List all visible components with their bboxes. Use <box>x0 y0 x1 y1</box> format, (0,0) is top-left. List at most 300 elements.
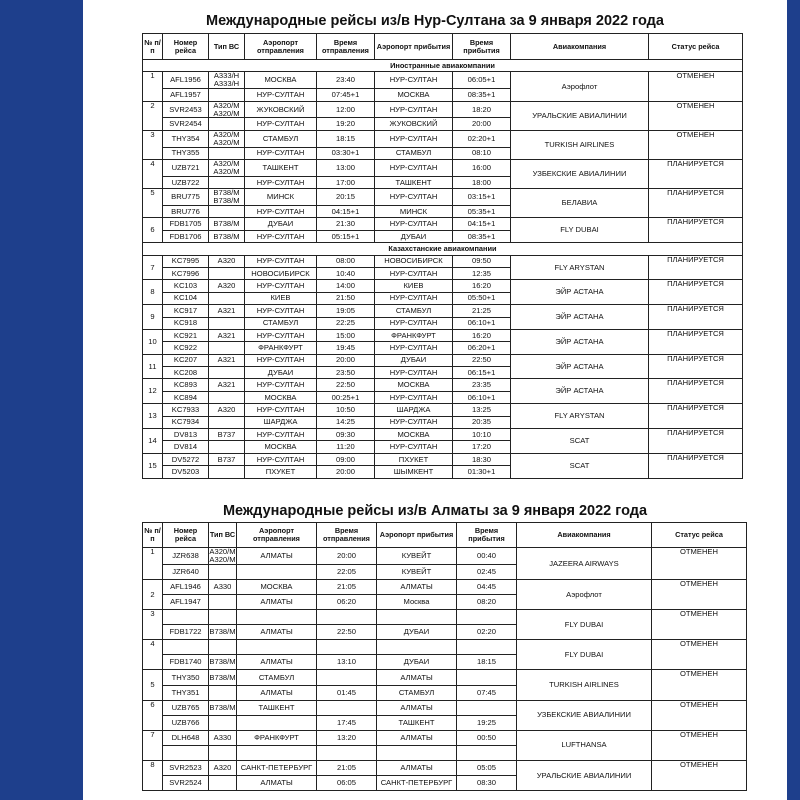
aircraft-type-cell <box>209 292 245 304</box>
flight-number-cell: KC918 <box>163 317 209 329</box>
row-number: 6 <box>143 700 163 730</box>
aircraft-type-cell: A320 <box>209 280 245 292</box>
arrival-time-cell <box>457 700 517 715</box>
airline-cell: SCAT <box>511 429 649 454</box>
status-cell: ПЛАНИРУЕТСЯ <box>649 218 743 243</box>
arrival-time-cell: 06:15+1 <box>453 367 511 379</box>
aircraft-type-cell: A333/H A333/H <box>209 72 245 89</box>
nur-sultan-flights-table <box>142 33 743 479</box>
status-cell: ОТМЕНЕН <box>652 579 747 609</box>
departure-time-cell: 13:00 <box>317 160 375 177</box>
arrival-airport-cell: НУР-СУЛТАН <box>375 367 453 379</box>
aircraft-type-cell: A320/M A320/M <box>209 547 236 564</box>
table-row <box>143 255 743 267</box>
flight-number-cell: KC7996 <box>163 267 209 279</box>
arrival-time-cell: 06:10+1 <box>453 391 511 403</box>
airline-cell: УРАЛЬСКИЕ АВИАЛИНИИ <box>517 761 652 791</box>
table-row <box>143 130 743 147</box>
arrival-airport-cell: МОСКВА <box>375 429 453 441</box>
departure-time-cell <box>317 745 377 760</box>
arrival-airport-cell: ДУБАИ <box>377 625 457 640</box>
col-header-status: Статус рейса <box>652 523 747 548</box>
flight-number-cell: FDB1705 <box>163 218 209 230</box>
arrival-time-cell: 02:45 <box>457 564 517 579</box>
departure-time-cell: 07:45+1 <box>317 89 375 101</box>
aircraft-type-cell <box>209 267 245 279</box>
departure-airport-cell <box>237 564 317 579</box>
status-cell: ПЛАНИРУЕТСЯ <box>649 255 743 280</box>
departure-time-cell: 21:50 <box>317 292 375 304</box>
airline-cell: ЭЙР АСТАНА <box>511 354 649 379</box>
arrival-time-cell <box>457 610 517 625</box>
departure-airport-cell <box>237 715 317 730</box>
departure-airport-cell: ДУБАИ <box>245 367 317 379</box>
almaty-flights-table <box>142 522 747 791</box>
arrival-time-cell: 00:50 <box>457 730 517 745</box>
aircraft-type-cell: B737 <box>209 453 245 465</box>
arrival-time-cell: 05:35+1 <box>453 206 511 218</box>
departure-airport-cell: НУР-СУЛТАН <box>245 255 317 267</box>
arrival-time-cell: 20:00 <box>453 118 511 130</box>
arrival-airport-cell: НОВОСИБИРСК <box>375 255 453 267</box>
flight-number-cell <box>163 610 209 625</box>
arrival-airport-cell: ДУБАИ <box>375 354 453 366</box>
status-cell: ПЛАНИРУЕТСЯ <box>649 160 743 189</box>
aircraft-type-cell: B738/M <box>209 700 237 715</box>
departure-time-cell <box>317 700 377 715</box>
arrival-airport-cell: МОСКВА <box>375 89 453 101</box>
departure-time-cell: 06:20 <box>317 595 377 610</box>
departure-airport-cell: НУР-СУЛТАН <box>245 176 317 188</box>
col-header-arrival-time: Время прибытия <box>457 523 517 548</box>
col-header-flight: Номер рейса <box>163 34 209 60</box>
flight-number-cell: BRU776 <box>163 206 209 218</box>
departure-airport-cell: АЛМАТЫ <box>237 548 317 565</box>
aircraft-type-cell: A330 <box>209 730 237 745</box>
arrival-airport-cell: НУР-СУЛТАН <box>375 72 453 89</box>
col-header-number: № п/п <box>143 523 163 548</box>
departure-airport-cell: СТАМБУЛ <box>245 130 317 147</box>
departure-time-cell: 20:15 <box>317 189 375 206</box>
aircraft-type-cell: A320 <box>209 404 245 416</box>
arrival-time-cell: 06:10+1 <box>453 317 511 329</box>
flight-number-cell: UZB722 <box>163 176 209 188</box>
departure-time-cell: 00:25+1 <box>317 391 375 403</box>
arrival-time-cell: 06:20+1 <box>453 342 511 354</box>
row-number: 7 <box>143 255 163 280</box>
airline-cell: FLY ARYSTAN <box>511 255 649 280</box>
departure-airport-cell: ПХУКЕТ <box>245 466 317 478</box>
arrival-time-cell: 02:20 <box>457 625 517 640</box>
departure-time-cell: 17:45 <box>317 715 377 730</box>
departure-airport-cell: АЛМАТЫ <box>237 685 317 700</box>
arrival-airport-cell: НУР-СУЛТАН <box>375 416 453 428</box>
flight-number-cell: UZB721 <box>163 160 209 177</box>
departure-time-cell: 22:50 <box>317 379 375 391</box>
departure-airport-cell: НУР-СУЛТАН <box>245 429 317 441</box>
status-cell: ОТМЕНЕН <box>649 72 743 101</box>
status-cell: ПЛАНИРУЕТСЯ <box>649 189 743 218</box>
flight-number-cell: SVR2524 <box>163 776 209 791</box>
departure-time-cell: 09:00 <box>317 453 375 465</box>
col-header-number: № п/п <box>143 34 163 60</box>
flight-number-cell <box>163 745 209 760</box>
airline-cell: TURKISH AIRLINES <box>511 130 649 159</box>
airline-cell: ЭЙР АСТАНА <box>511 379 649 404</box>
flight-number-cell: FDB1722 <box>163 625 209 640</box>
table-row <box>143 700 747 715</box>
arrival-time-cell: 20:35 <box>453 416 511 428</box>
flight-number-cell: BRU775 <box>163 189 209 206</box>
document-page <box>83 0 787 800</box>
table-row <box>143 160 743 177</box>
arrival-airport-cell: ДУБАИ <box>375 230 453 242</box>
airline-cell: FLY DUBAI <box>517 610 652 640</box>
flight-number-cell: DV5272 <box>163 453 209 465</box>
col-header-airline: Авиакомпания <box>511 34 649 60</box>
flight-number-cell: AFL1947 <box>163 595 209 610</box>
flight-number-cell: KC103 <box>163 280 209 292</box>
flight-number-cell: UZB766 <box>163 715 209 730</box>
arrival-time-cell: 18:15 <box>457 655 517 670</box>
departure-airport-cell: МОСКВА <box>245 391 317 403</box>
arrival-airport-cell: ШЫМКЕНТ <box>375 466 453 478</box>
row-number: 5 <box>143 189 163 218</box>
airline-cell: SCAT <box>511 453 649 478</box>
aircraft-type-cell: B738/M B738/M <box>209 189 245 206</box>
departure-airport-cell: МИНСК <box>245 189 317 206</box>
flight-number-cell: AFL1946 <box>163 579 209 594</box>
aircraft-type-cell: B737 <box>209 429 245 441</box>
flight-number-cell: DLH648 <box>163 730 209 745</box>
row-number: 7 <box>143 730 163 760</box>
table-row <box>143 404 743 416</box>
flight-number-cell: KC917 <box>163 305 209 317</box>
arrival-airport-cell: КИЕВ <box>375 280 453 292</box>
row-number: 3 <box>143 610 163 640</box>
departure-airport-cell: НУР-СУЛТАН <box>245 329 317 341</box>
status-cell: ОТМЕНЕН <box>652 761 747 791</box>
flight-number-cell: KC208 <box>163 367 209 379</box>
flight-number-cell: KC7934 <box>163 416 209 428</box>
arrival-time-cell: 05:05 <box>457 761 517 776</box>
arrival-time-cell: 19:25 <box>457 715 517 730</box>
arrival-time-cell: 09:50 <box>453 255 511 267</box>
arrival-airport-cell: КУВЕЙТ <box>377 564 457 579</box>
col-header-arrival-time: Время прибытия <box>453 34 511 60</box>
airline-cell: FLY DUBAI <box>511 218 649 243</box>
aircraft-type-cell: A321 <box>209 379 245 391</box>
arrival-time-cell: 08:35+1 <box>453 230 511 242</box>
col-header-arrival-airport: Аэропорт прибытия <box>377 523 457 548</box>
departure-airport-cell: ФРАНКФУРТ <box>237 730 317 745</box>
flight-number-cell: JZR640 <box>163 564 209 579</box>
table-row <box>143 280 743 292</box>
flight-number-cell: KC893 <box>163 379 209 391</box>
arrival-airport-cell: ТАШКЕНТ <box>375 176 453 188</box>
airline-cell: FLY ARYSTAN <box>511 404 649 429</box>
row-number: 5 <box>143 670 163 700</box>
arrival-airport-cell <box>377 640 457 655</box>
almaty-flights-body <box>143 548 747 791</box>
departure-time-cell <box>317 640 377 655</box>
flight-number-cell: KC894 <box>163 391 209 403</box>
departure-time-cell: 21:05 <box>317 579 377 594</box>
arrival-airport-cell: НУР-СУЛТАН <box>375 391 453 403</box>
departure-airport-cell: КИЕВ <box>245 292 317 304</box>
departure-airport-cell: НУР-СУЛТАН <box>245 206 317 218</box>
arrival-time-cell: 07:45 <box>457 685 517 700</box>
aircraft-type-cell: A321 <box>209 354 245 366</box>
departure-airport-cell: НУР-СУЛТАН <box>245 379 317 391</box>
row-number: 2 <box>143 579 163 609</box>
row-number: 1 <box>143 548 163 580</box>
airline-cell: FLY DUBAI <box>517 640 652 670</box>
departure-time-cell <box>317 670 377 685</box>
arrival-airport-cell: СТАМБУЛ <box>375 305 453 317</box>
arrival-time-cell: 23:35 <box>453 379 511 391</box>
row-number: 13 <box>143 404 163 429</box>
status-cell: ОТМЕНЕН <box>652 548 747 580</box>
departure-airport-cell: ЖУКОВСКИЙ <box>245 101 317 118</box>
arrival-time-cell: 08:20 <box>457 595 517 610</box>
airline-cell: TURKISH AIRLINES <box>517 670 652 700</box>
aircraft-type-cell: B738/M <box>209 230 245 242</box>
table-row <box>143 354 743 366</box>
departure-airport-cell: АЛМАТЫ <box>237 655 317 670</box>
arrival-airport-cell: ЖУКОВСКИЙ <box>375 118 453 130</box>
flight-number-cell: THY355 <box>163 147 209 159</box>
row-number: 8 <box>143 280 163 305</box>
col-header-aircraft: Тип ВС <box>209 523 237 548</box>
aircraft-type-cell <box>209 640 237 655</box>
aircraft-type-cell: A320/M A320/M <box>209 130 245 147</box>
flight-number-cell: THY351 <box>163 685 209 700</box>
arrival-time-cell: 16:20 <box>453 329 511 341</box>
status-cell: ПЛАНИРУЕТСЯ <box>649 305 743 330</box>
arrival-airport-cell <box>377 745 457 760</box>
flight-number-cell: DV813 <box>163 429 209 441</box>
col-header-aircraft: Тип ВС <box>209 34 245 60</box>
airline-cell: JAZEERA AIRWAYS <box>517 548 652 580</box>
flight-number-cell <box>163 640 209 655</box>
arrival-airport-cell: НУР-СУЛТАН <box>375 317 453 329</box>
col-header-departure-time: Время отправления <box>317 34 375 60</box>
departure-time-cell: 11:20 <box>317 441 375 453</box>
flight-number-cell: KC7995 <box>163 255 209 267</box>
arrival-time-cell: 16:00 <box>453 160 511 177</box>
aircraft-type-cell <box>209 118 245 130</box>
flight-number-cell: KC104 <box>163 292 209 304</box>
departure-time-cell: 13:20 <box>317 730 377 745</box>
departure-airport-cell: СТАМБУЛ <box>245 317 317 329</box>
arrival-airport-cell: СТАМБУЛ <box>377 685 457 700</box>
arrival-airport-cell: САНКТ-ПЕТЕРБУРГ <box>377 776 457 791</box>
departure-airport-cell: НУР-СУЛТАН <box>245 147 317 159</box>
aircraft-type-cell: B738/M <box>209 655 237 670</box>
arrival-airport-cell: ДУБАИ <box>377 655 457 670</box>
status-cell: ОТМЕНЕН <box>649 130 743 159</box>
arrival-airport-cell: АЛМАТЫ <box>377 700 457 715</box>
arrival-time-cell: 06:05+1 <box>453 72 511 89</box>
aircraft-type-cell: A321 <box>209 329 245 341</box>
arrival-airport-cell: КУВЕЙТ <box>377 548 457 565</box>
status-cell: ОТМЕНЕН <box>652 730 747 760</box>
arrival-airport-cell: НУР-СУЛТАН <box>375 441 453 453</box>
departure-time-cell: 09:30 <box>317 429 375 441</box>
flight-number-cell: THY350 <box>163 670 209 685</box>
departure-time-cell: 05:15+1 <box>317 230 375 242</box>
row-number: 4 <box>143 160 163 189</box>
departure-time-cell: 23:40 <box>317 72 375 89</box>
arrival-airport-cell: НУР-СУЛТАН <box>375 189 453 206</box>
flight-number-cell: AFL1957 <box>163 89 209 101</box>
arrival-time-cell: 08:35+1 <box>453 89 511 101</box>
aircraft-type-cell: A330 <box>209 579 237 594</box>
table-row <box>143 305 743 317</box>
nur-sultan-flights-title: Международные рейсы из/в Нур-Султана за 9 января 2022 года <box>206 13 664 29</box>
col-header-departure-airport: Аэропорт отправления <box>237 523 317 548</box>
departure-time-cell: 01:45 <box>317 685 377 700</box>
col-header-flight: Номер рейса <box>163 523 209 548</box>
departure-time-cell: 23:50 <box>317 367 375 379</box>
row-number: 9 <box>143 305 163 330</box>
arrival-time-cell <box>457 640 517 655</box>
departure-airport-cell: НУР-СУЛТАН <box>245 453 317 465</box>
row-number: 15 <box>143 453 163 478</box>
departure-airport-cell: ДУБАИ <box>245 218 317 230</box>
arrival-airport-cell: ШАРДЖА <box>375 404 453 416</box>
arrival-airport-cell: АЛМАТЫ <box>377 761 457 776</box>
departure-time-cell: 20:00 <box>317 548 377 565</box>
departure-time-cell: 21:05 <box>317 761 377 776</box>
aircraft-type-cell: A320/M A320/M <box>209 101 245 118</box>
arrival-airport-cell <box>377 610 457 625</box>
departure-time-cell: 21:30 <box>317 218 375 230</box>
departure-time-cell: 14:25 <box>317 416 375 428</box>
departure-time-cell: 03:30+1 <box>317 147 375 159</box>
departure-airport-cell: ШАРДЖА <box>245 416 317 428</box>
almaty-flights-title: Международные рейсы из/в Алматы за 9 января 2022 года <box>222 503 648 519</box>
airline-cell: Аэрофлот <box>517 579 652 609</box>
departure-time-cell: 20:00 <box>317 354 375 366</box>
airline-cell: УЗБЕКСКИЕ АВИАЛИНИИ <box>511 160 649 189</box>
arrival-airport-cell: АЛМАТЫ <box>377 670 457 685</box>
row-number: 11 <box>143 354 163 379</box>
departure-time-cell: 10:50 <box>317 404 375 416</box>
aircraft-type-cell <box>209 466 245 478</box>
arrival-airport-cell: НУР-СУЛТАН <box>375 101 453 118</box>
arrival-time-cell: 04:45 <box>457 579 517 594</box>
status-cell: ОТМЕНЕН <box>652 670 747 700</box>
departure-time-cell: 20:00 <box>317 466 375 478</box>
departure-airport-cell: НУР-СУЛТАН <box>245 230 317 242</box>
row-number: 12 <box>143 379 163 404</box>
aircraft-type-cell <box>209 685 237 700</box>
arrival-airport-cell: АЛМАТЫ <box>377 579 457 594</box>
table-row <box>143 329 743 341</box>
departure-time-cell: 18:15 <box>317 130 375 147</box>
arrival-airport-cell: АЛМАТЫ <box>377 730 457 745</box>
aircraft-type-cell: B738/M <box>209 218 245 230</box>
departure-time-cell: 14:00 <box>317 280 375 292</box>
flight-number-cell: DV814 <box>163 441 209 453</box>
status-cell: ОТМЕНЕН <box>652 700 747 730</box>
aircraft-type-cell: A320 <box>209 761 237 776</box>
departure-time-cell: 17:00 <box>317 176 375 188</box>
aircraft-type-cell <box>209 317 245 329</box>
table-row <box>143 429 743 441</box>
arrival-time-cell: 18:20 <box>453 101 511 118</box>
departure-airport-cell: НУР-СУЛТАН <box>245 354 317 366</box>
departure-airport-cell: НОВОСИБИРСК <box>245 267 317 279</box>
status-cell: ПЛАНИРУЕТСЯ <box>649 354 743 379</box>
departure-airport-cell: АЛМАТЫ <box>237 595 317 610</box>
arrival-time-cell: 21:25 <box>453 305 511 317</box>
nur-sultan-flights-body <box>143 60 743 479</box>
table-row <box>143 640 747 655</box>
arrival-airport-cell: НУР-СУЛТАН <box>375 267 453 279</box>
departure-time-cell: 10:40 <box>317 267 375 279</box>
arrival-time-cell: 00:40 <box>457 548 517 565</box>
flight-number-cell: KC921 <box>163 329 209 341</box>
section-row <box>143 60 743 72</box>
flight-number-cell: AFL1956 <box>163 72 209 89</box>
col-header-arrival-airport: Аэропорт прибытия <box>375 34 453 60</box>
status-cell: ПЛАНИРУЕТСЯ <box>649 379 743 404</box>
arrival-time-cell: 08:10 <box>453 147 511 159</box>
flight-number-cell: KC207 <box>163 354 209 366</box>
aircraft-type-cell <box>209 610 237 625</box>
table-row <box>143 730 747 745</box>
departure-airport-cell <box>237 640 317 655</box>
flight-number-cell: SVR2453 <box>163 101 209 118</box>
departure-airport-cell: САНКТ-ПЕТЕРБУРГ <box>237 761 317 776</box>
arrival-time-cell: 01:30+1 <box>453 466 511 478</box>
airline-cell: Аэрофлот <box>511 72 649 101</box>
row-number: 6 <box>143 218 163 243</box>
row-number: 10 <box>143 329 163 354</box>
status-cell: ПЛАНИРУЕТСЯ <box>649 329 743 354</box>
departure-airport-cell: НУР-СУЛТАН <box>245 89 317 101</box>
arrival-airport-cell: НУР-СУЛТАН <box>375 342 453 354</box>
flight-number-cell: THY354 <box>163 130 209 147</box>
departure-airport-cell <box>237 745 317 760</box>
departure-time-cell: 19:45 <box>317 342 375 354</box>
departure-time-cell: 22:50 <box>317 625 377 640</box>
row-number: 14 <box>143 429 163 454</box>
arrival-time-cell: 12:35 <box>453 267 511 279</box>
table-row <box>143 453 743 465</box>
departure-time-cell: 13:10 <box>317 655 377 670</box>
flight-number-cell: KC7933 <box>163 404 209 416</box>
status-cell: ОТМЕНЕН <box>649 101 743 130</box>
arrival-airport-cell: СТАМБУЛ <box>375 147 453 159</box>
col-header-departure-time: Время отправления <box>317 523 377 548</box>
flight-number-cell: SVR2454 <box>163 118 209 130</box>
table-row <box>143 379 743 391</box>
table-row <box>143 579 747 594</box>
aircraft-type-cell <box>209 564 237 579</box>
airline-cell: LUFTHANSA <box>517 730 652 760</box>
arrival-time-cell: 08:30 <box>457 776 517 791</box>
departure-time-cell: 12:00 <box>317 101 375 118</box>
departure-airport-cell: АЛМАТЫ <box>237 776 317 791</box>
table-row <box>143 101 743 118</box>
arrival-time-cell: 13:25 <box>453 404 511 416</box>
arrival-time-cell: 04:15+1 <box>453 218 511 230</box>
airline-cell: ЭЙР АСТАНА <box>511 305 649 330</box>
